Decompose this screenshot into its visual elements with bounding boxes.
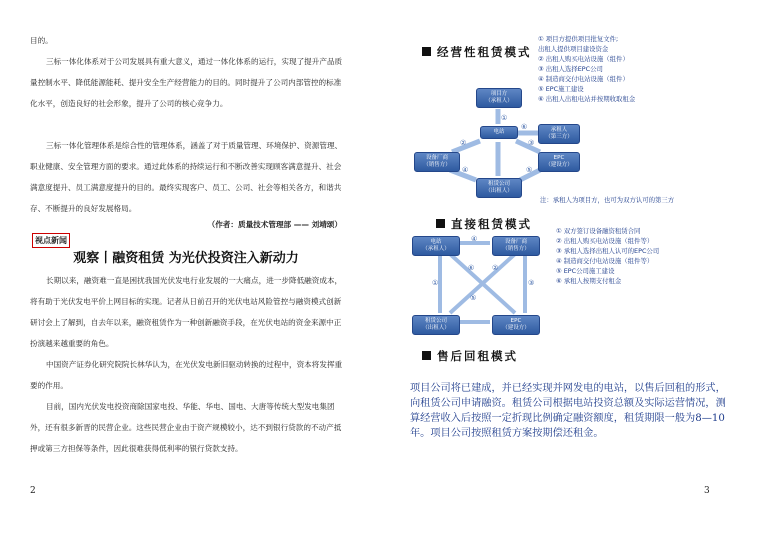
news-tag: 视点新闻 [32, 233, 70, 248]
note-item: ③ 出租人选择EPC公司 [538, 65, 603, 73]
note-item: ⑤ EPC公司施工建设 [556, 267, 615, 275]
note-item: ① 项目方提供项目批复文件; [538, 35, 619, 43]
edge-number-5: ⑤ [526, 166, 533, 174]
direct-edge-number-4: ④ [471, 235, 478, 243]
leaseback-description: 项目公司将已建成，并已经实现并网发电的电站，以售后回租的形式，向租赁公司申请融资。租赁公司根据电站投资总额及实际运营情况，测算经营收入后按照一定折现比例确定融资额度，租赁期限一般为8—10年。项目公司按照租赁方案按期偿还租金。 [410, 383, 726, 440]
node-epc-builder: EPC （建设方） [538, 152, 580, 172]
note-item: ② 出租人购买电站设施（组件） [538, 55, 629, 63]
leaseback-title: 售后回租模式 [422, 348, 518, 364]
left-page [0, 0, 372, 536]
node-leasing-lessor: 租赁公司 （出租人） [412, 315, 460, 335]
news-headline: 观察丨融资租赁 为光伏投资注入新动力 [73, 251, 299, 266]
paragraph-intro-end: 目的。 [30, 36, 53, 45]
author-signature: （作者：质量技术管理部 —— 刘靖颂） [207, 220, 342, 229]
edge-number-6: ⑥ [521, 123, 528, 131]
node-leasing-company: 租赁公司 （出租人） [476, 178, 522, 198]
operating-lease-footnote: 注：承租人为项目方，也可为双方认可的第三方 [540, 196, 675, 204]
edge-number-4: ④ [462, 166, 469, 174]
operating-lease-title: 经营性租赁模式 [422, 44, 532, 60]
note-item: 出租人提供项目建设资金 [538, 45, 609, 53]
direct-edge-number-2: ② [492, 264, 499, 272]
node-power-station: 电站 [480, 126, 518, 139]
direct-edge-number-6: ⑥ [468, 264, 475, 272]
direct-lease-title: 直接租赁模式 [436, 216, 532, 232]
note-item: ⑥ 出租人出租电站并按期收取租金 [538, 95, 636, 103]
node-equipment-maker: 设备厂商 （销售方） [414, 152, 460, 172]
news-paragraph-1: 长期以来，融资难一直是困扰我国光伏发电行业发展的一大痛点，进一步降低融资成本，将有助于光伏发电平价上网目标的实现。记者从日前召开的光伏电站风险管控与融资模式创新研讨会上了解到，自去年以来，融资租赁作为一种创新融资手段，在光伏电站的资金来源中正扮演越来越重要的角色。 [30, 276, 343, 348]
direct-lease-notes [556, 226, 659, 286]
paragraph-benefits: 三标一体化体系对于公司发展具有重大意义，通过一体化体系的运行，实现了提升产品质量控制水平、降低能源能耗、提升安全生产经营能力的目的。同时提升了公司内部管控的标准化水平，创造良好的社会形象，提升了公司的核心竞争力。 [30, 57, 343, 108]
note-item: ④ 制造商交付电站设施（组件等） [556, 257, 654, 265]
note-item: ③ 承租人选择出租人认可的EPC公司 [556, 247, 660, 255]
node-equipment-seller: 设备厂商 （销售方） [492, 236, 540, 256]
news-paragraph-3: 目前，国内光伏发电投资商除国家电投、华能、华电、国电、大唐等传统大型发电集团外，还有很多新晋的民营企业。这些民营企业由于资产规模较小，达不到银行贷款的不动产抵押或第三方担保等条件，因此很难获得低利率的银行贷款支持。 [30, 402, 342, 453]
node-project-owner: 项目方 （承租人） [476, 88, 522, 108]
note-item: ⑥ 承租人按期支付租金 [556, 277, 622, 285]
edge-number-3: ③ [528, 139, 535, 147]
note-item: ② 出租人购买电站设施（组件等） [556, 237, 654, 245]
note-item: ⑤ EPC施工建设 [538, 85, 584, 93]
node-station-lessee: 电站 （承租人） [412, 236, 460, 256]
edge-number-1: ① [501, 114, 508, 122]
page-number-right: 3 [704, 486, 710, 496]
square-bullet-icon [436, 219, 445, 228]
node-lessee-third-party: 承租人 （第三方） [538, 124, 580, 144]
news-paragraph-2: 中国资产证券化研究院院长林华认为，在光伏发电新旧驱动转换的过程中，资本将发挥重要的作用。 [30, 360, 343, 390]
paragraph-system: 三标一体化管理体系是综合性的管理体系，涵盖了对于质量管理、环境保护、资源管理、职业健康、安全管理方面的要求。通过此体系的持续运行和不断改善实现顾客满意提升、社会满意度提升、员工满意度提升的目的。最终实现客户、员工、公司、社会等相关各方，和谐共存、不断提升的良好发展格局。 [30, 141, 343, 213]
edge-number-2: ② [460, 139, 467, 147]
note-item: ① 双方签订设备融资租赁合同 [556, 227, 641, 235]
node-epc-direct: EPC （建设方） [492, 315, 540, 335]
direct-edge-number-5: ⑤ [470, 294, 477, 302]
page-number-left: 2 [30, 486, 36, 496]
note-item: ④ 制造商交付电站设施（组件） [538, 75, 629, 83]
operating-lease-notes [538, 34, 635, 104]
direct-edge-number-1: ① [432, 279, 439, 287]
right-page [380, 0, 760, 536]
square-bullet-icon [422, 351, 431, 360]
direct-edge-number-3: ③ [528, 279, 535, 287]
